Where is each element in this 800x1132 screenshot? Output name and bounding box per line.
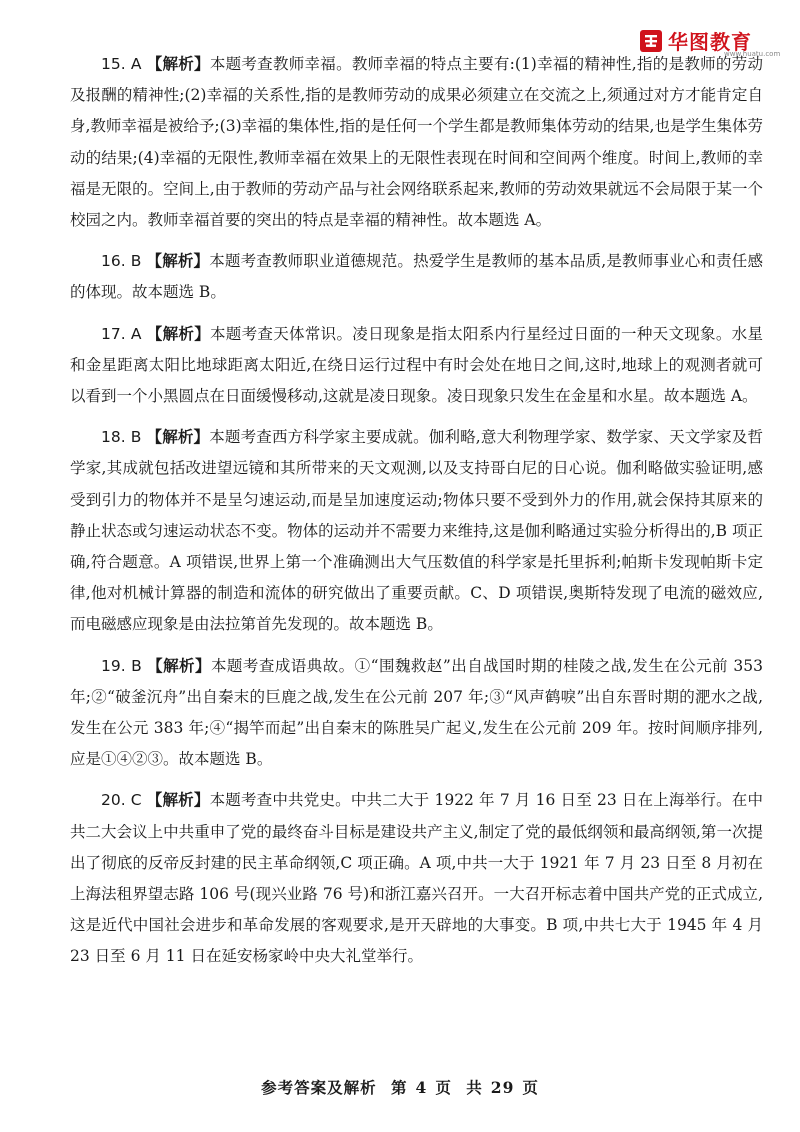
analysis-tag: 【解析】 xyxy=(146,790,210,810)
question-number: 15. xyxy=(101,55,126,73)
analysis-text: 本题考查中共党史。中共二大于 1922 年 7 月 16 日至 23 日在上海举行。在中共二大会议上中共重申了党的最终奋斗目标是建设共产主义,制定了党的最低纲领和最高纲领,第一次提出了彻底的反帝反封建的民主革命纲领,C 项正确。A 项,中共一大于 1921 年 7 月 23 日至 8 月初在上海法租界望志路 106 号(现兴业路 76 号)和浙江嘉兴召开。一大召开标志着中国共产党的正式成立,这是近代中国社会进步和革命发展的客观要求,是开天辟地的大事变。B 项,中共七大于 1945 年 4 月 23 日至 6 月 11 日在延安杨家岭中央大礼堂举行。 xyxy=(70,791,763,966)
question-number: 17. xyxy=(101,324,126,343)
analysis-text: 本题考查成语典故。①“围魏救赵”出自战国时期的桂陵之战,发生在公元前 353 年;②“破釜沉舟”出自秦末的巨鹿之战,发生在公元前 207 年;③“风声鹤唳”出自东晋时期的淝水之战,发生在公元 383 年;④“揭竿而起”出自秦末的陈胜吴广起义,发生在公元前 209 年。按时间顺序排列,应是①④②③。故本题选 B。 xyxy=(70,656,763,769)
answer-letter: A xyxy=(130,324,142,343)
analysis-text: 本题考查教师幸福。教师幸福的特点主要有:(1)幸福的精神性,指的是教师的劳动及报酬的精神性;(2)幸福的关系性,指的是教师劳动的成果必须建立在交流之上,须通过对方才能肯定自身,教师幸福是被给予;(3)幸福的集体性,指的是任何一个学生都是教师集体劳动的结果,也是学生集体劳动的结果;(4)幸福的无限性,教师幸福在效果上的无限性表现在时间和空间两个维度。时间上,教师的幸福是无限的。空间上,由于教师的劳动产品与社会网络联系起来,教师的劳动效果就远不会局限于某一个校园之内。教师幸福首要的突出的特点是幸福的精神性。故本题选 A。 xyxy=(70,55,763,230)
question-number: 20. xyxy=(101,791,126,810)
analysis-text: 本题考查教师职业道德规范。热爱学生是教师的基本品质,是教师事业心和责任感的体现。故本题选 B。 xyxy=(70,252,763,302)
answer-letter: B xyxy=(130,428,142,447)
analysis-text: 本题考查西方科学家主要成就。伽利略,意大利物理学家、数学家、天文学家及哲学家,其成就包括改进望远镜和其所带来的天文观测,以及支持哥白尼的日心说。伽利略做实验证明,感受到引力的物体并不是呈匀速运动,而是呈加速度运动;物体只要不受到外力的作用,就会保持其原来的静止状态或匀速运动状态不变。物体的运动并不需要力来维持,这是伽利略通过实验分析得出的,B 项正确,符合题意。A 项错误,世界上第一个准确测出大气压数值的科学家是托里拆利;帕斯卡发现帕斯卡定律,他对机械计算器的制造和流体的研究做出了重要贡献。C、D 项错误,奥斯特发现了电流的磁效应,而电磁感应现象是由法拉第首先发现的。故本题选 B。 xyxy=(70,428,763,634)
answer-item-15 xyxy=(70,48,763,236)
footer-page-prefix: 第 xyxy=(391,1078,408,1097)
answer-item-19 xyxy=(70,650,763,776)
question-number: 19. xyxy=(101,656,126,675)
answer-list xyxy=(70,48,763,982)
answer-item-17 xyxy=(70,318,763,413)
footer-page-suffix: 页 xyxy=(435,1078,452,1097)
question-number: 16. xyxy=(101,252,126,271)
analysis-tag: 【解析】 xyxy=(146,323,210,343)
analysis-text: 本题考查天体常识。凌日现象是指太阳系内行星经过日面的一种天文现象。水星和金星距离太阳比地球距离太阳近,在绕日运行过程中有时会处在地日之间,这时,地球上的观测者就可以看到一个小黑圆点在日面缓慢移动,这就是凌日现象。凌日现象只发生在金星和水星。故本题选 A。 xyxy=(70,324,763,406)
footer-total-suffix: 页 xyxy=(522,1078,539,1097)
brand-name: 华图教育 xyxy=(668,30,752,54)
analysis-tag: 【解析】 xyxy=(146,427,210,447)
answer-letter: C xyxy=(130,791,142,810)
answer-item-20 xyxy=(70,784,763,972)
question-number: 18. xyxy=(101,428,126,447)
answer-item-16 xyxy=(70,245,763,308)
answer-letter: B xyxy=(130,252,142,271)
analysis-tag: 【解析】 xyxy=(146,54,210,73)
footer-total-prefix: 共 xyxy=(466,1078,483,1097)
answer-letter: A xyxy=(130,55,142,73)
footer-title: 参考答案及解析 xyxy=(261,1078,377,1097)
analysis-tag: 【解析】 xyxy=(146,251,210,271)
footer-total-pages: 29 xyxy=(490,1078,515,1097)
page-footer xyxy=(0,1076,800,1098)
answer-item-18 xyxy=(70,421,763,640)
answer-letter: B xyxy=(131,656,142,675)
brand-url: www.huatu.com xyxy=(724,50,781,58)
footer-page-number: 4 xyxy=(415,1078,428,1097)
brand-mark-glyph xyxy=(643,33,659,49)
analysis-tag: 【解析】 xyxy=(147,655,211,675)
